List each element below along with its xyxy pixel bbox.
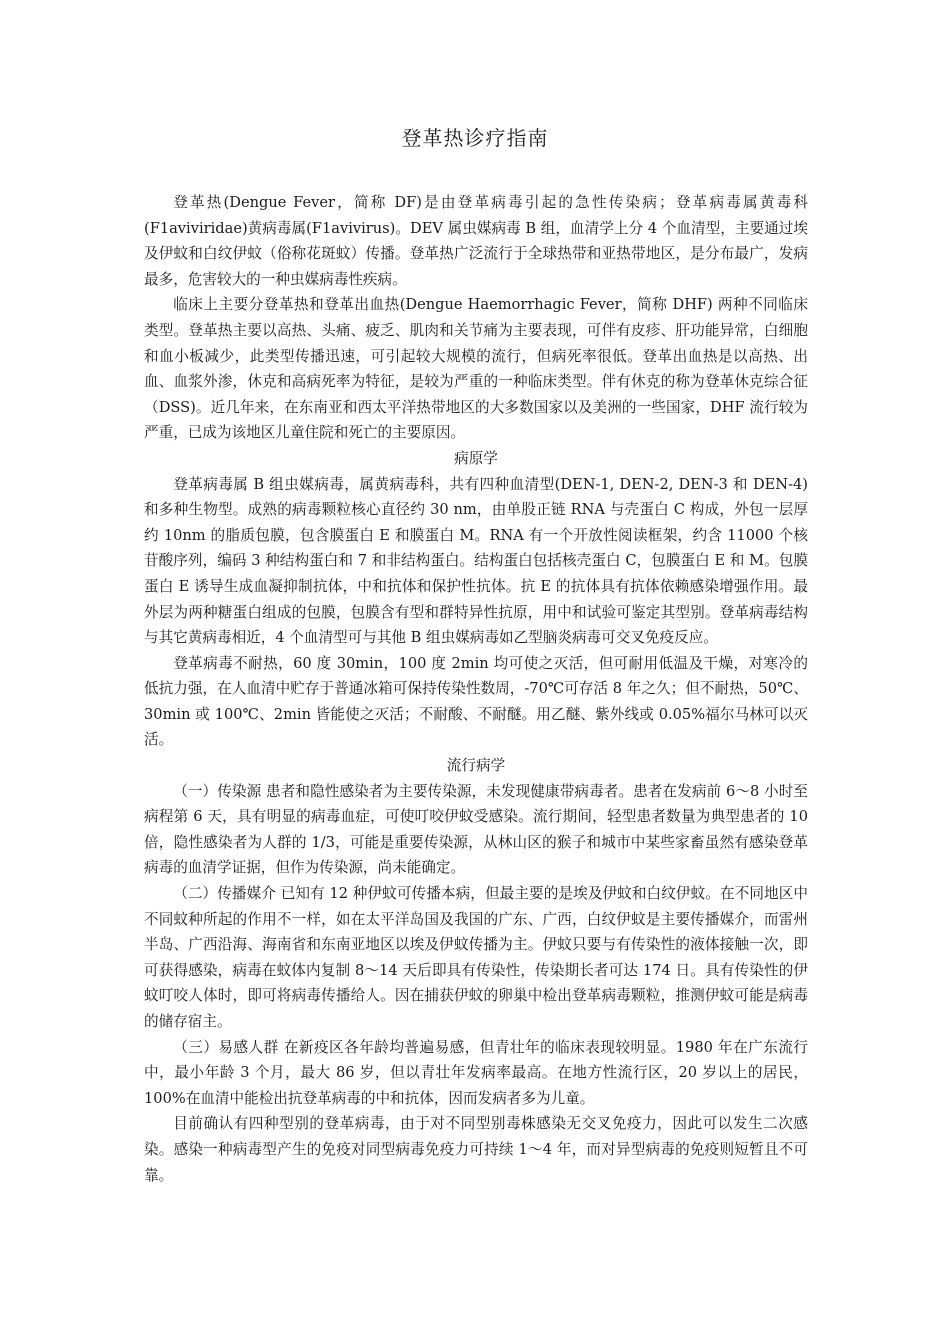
paragraph-virus-resistance: 登革病毒不耐热，60 度 30min，100 度 2min 均可使之灭活，但可耐用低温及干燥，对寒冷的低抗力强，在人血清中贮存于普通冰箱可保持传染性数周，-70℃可存活 8 年之久；但不耐热，50℃、30min 或 100℃、2min 皆能使之灭活；不耐酸、不耐醚。用乙醚、紫外线或 0.05%福尔马林可以灭活。: [144, 654, 808, 749]
paragraph-infection-source: （一）传染源 患者和隐性感染者为主要传染源，未发现健康带病毒者。患者在发病前 6～8 小时至病程第 6 天，具有明显的病毒血症，可使叮咬伊蚊受感染。流行期间，轻型患者数量为典型患者的 10 倍，隐性感染者为人群的 1/3，可能是重要传染源，从林山区的猴子和城市中某些家畜虽然有感染登革病毒的血清学证据，但作为传染源，尚未能确定。: [144, 782, 808, 877]
document-body: [144, 190, 808, 1188]
section-heading-etiology: 病原学: [454, 449, 498, 467]
section-heading-epidemiology: 流行病学: [446, 757, 506, 775]
document-title: 登革热诊疗指南: [401, 126, 549, 150]
paragraph-intro: 登革热(Dengue Fever，简称 DF)是由登革病毒引起的急性传染病；登革病毒属黄毒科(F1aviviridae)黄病毒属(F1avivirus)。DEV 属虫媒病毒 B 组，血清学上分 4 个血清型，主要通过埃及伊蚊和白纹伊蚊（俗称花斑蚊）传播。登革热广泛流行于全球热带和亚热带地区，是分布最广，发病最多，危害较大的一种虫媒病毒性疾病。: [144, 194, 808, 288]
paragraph-serotypes-immunity: 目前确认有四种型别的登革病毒，由于对不同型别毒株感染无交叉免疫力，因此可以发生二次感染。感染一种病毒型产生的免疫对同型病毒免疫力可持续 1～4 年，而对异型病毒的免疫则短暂且不可靠。: [144, 1115, 808, 1184]
paragraph-clinical-types: 临床上主要分登革热和登革出血热(Dengue Haemorrhagic Fever，简称 DHF) 两种不同临床类型。登革热主要以高热、头痛、疲乏、肌肉和关节痛为主要表现，可伴有皮疹、肝功能异常，白细胞和血小板减少，此类型传播迅速，可引起较大规模的流行，但病死率很低。登革出血热是以高热、出血、血浆外渗，休克和高病死率为特征，是较为严重的一种临床类型。伴有休克的称为登革休克综合征（DSS)。近几年来，在东南亚和西太平洋热带地区的大多数国家以及美洲的一些国家，DHF 流行较为严重，已成为该地区儿童住院和死亡的主要原因。: [144, 296, 808, 442]
paragraph-susceptible-population: （三）易感人群 在新疫区各年龄均普遍易感，但青壮年的临床表现较明显。1980 年在广东流行中，最小年龄 3 个月，最大 86 岁，但以青壮年发病率最高。在地方性流行区，20 岁以上的居民，100%在血清中能检出抗登革病毒的中和抗体，因而发病者多为儿童。: [144, 1038, 808, 1107]
paragraph-transmission-vector: （二）传播媒介 已知有 12 种伊蚊可传播本病，但最主要的是埃及伊蚊和白纹伊蚊。在不同地区中不同蚊种所起的作用不一样，如在太平洋岛国及我国的广东、广西，白纹伊蚊是主要传播媒介，而雷州半岛、广西沿海、海南省和东南亚地区以埃及伊蚊传播为主。伊蚊只要与有传染性的液体接触一次，即可获得感染，病毒在蚊体内复制 8～14 天后即具有传染性，传染期长者可达 174 日。具有传染性的伊蚊叮咬人体时，即可将病毒传播给人。因在捕获伊蚊的卵巢中检出登革病毒颗粒，推测伊蚊可能是病毒的储存宿主。: [144, 885, 808, 1030]
paragraph-virus-structure: 登革病毒属 B 组虫媒病毒，属黄病毒科，共有四种血清型(DEN-1, DEN-2, DEN-3 和 DEN-4)和多种生物型。成熟的病毒颗粒核心直径约 30 nm，由单股正链 RNA 与壳蛋白 C 构成，外包一层厚约 10nm 的脂质包膜，包含膜蛋白 E 和膜蛋白 M。RNA 有一个开放性阅读框架，约含 11000 个核苷酸序列，编码 3 种结构蛋白和 7 和非结构蛋白。结构蛋白包括核壳蛋白 C，包膜蛋白 E 和 M。包膜蛋白 E 诱导生成血凝抑制抗体，中和抗体和保护性抗体。抗 E 的抗体具有抗体依赖感染增强作用。最外层为两种糖蛋白组成的包膜，包膜含有型和群特异性抗原，用中和试验可鉴定其型别。登革病毒结构与其它黄病毒相近，4 个血清型可与其他 B 组虫媒病毒如乙型脑炎病毒可交叉免疫反应。: [144, 475, 808, 647]
